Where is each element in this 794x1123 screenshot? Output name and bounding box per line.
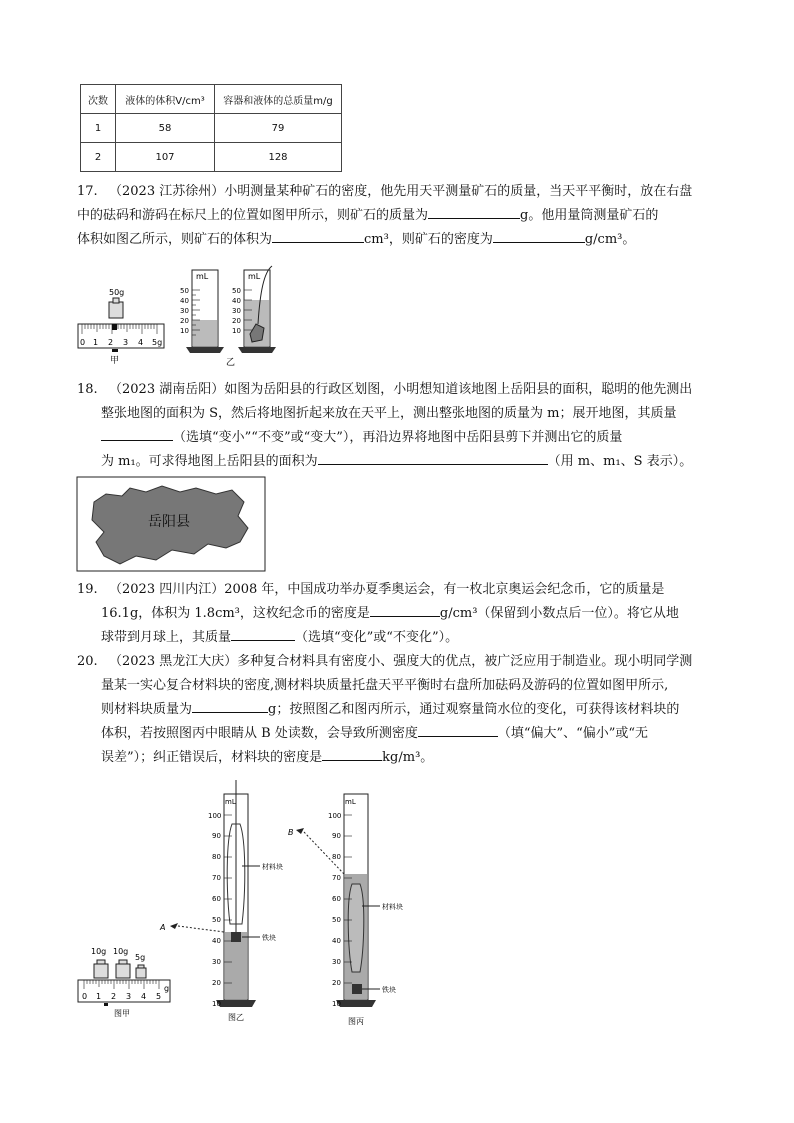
cylinder-bing-ticks <box>328 812 341 1008</box>
cylinder-tick: 50 <box>180 287 189 295</box>
cylinder-tick: 40 <box>232 297 241 305</box>
cylinder-tick: 50 <box>332 916 341 924</box>
ruler-tick: 1 <box>96 992 102 1001</box>
cylinder-tick: 10 <box>180 327 189 335</box>
ruler-tick: g <box>164 984 170 993</box>
question-text: （2023 四川内江）2008 年，中国成功举办夏季奥运会，有一枚北京奥运会纪念币，它的质量是 <box>109 582 665 597</box>
ruler-tick: 1 <box>93 338 99 347</box>
cylinder-tick: 20 <box>180 317 189 325</box>
iron-label: 铁块 <box>382 986 396 994</box>
question-text: g；按照图乙和图丙所示，通过观察量筒水位的变化，可获得该材料块的 <box>268 702 680 717</box>
weight-label: 50g <box>109 288 125 297</box>
question-text: 中的砝码和游码在标尺上的位置如图甲所示，则矿石的质量为 <box>77 208 429 223</box>
table-cell: 1 <box>81 114 116 143</box>
table-cell: 128 <box>215 143 342 172</box>
ruler-tick: 5g <box>152 338 163 347</box>
question-text: （用 m、m₁、S 表示）。 <box>547 454 693 469</box>
answer-blank[interactable] <box>231 626 295 641</box>
question-text: 体积如图乙所示，则矿石的体积为 <box>77 232 273 247</box>
answer-blank[interactable] <box>272 228 364 243</box>
graduated-cylinder-yi <box>216 780 256 1007</box>
answer-blank[interactable] <box>192 698 268 713</box>
cylinder-tick: 30 <box>212 958 221 966</box>
answer-blank[interactable] <box>428 204 520 219</box>
cylinder-tick: 20 <box>332 979 341 987</box>
cylinder-tick: 10 <box>332 1000 341 1008</box>
cylinder-tick: 40 <box>332 937 341 945</box>
ruler-tick: 3 <box>123 338 129 347</box>
cylinder-tick: 50 <box>212 916 221 924</box>
eye-icon <box>296 828 304 834</box>
figure-label-bing: 图丙 <box>348 1017 364 1026</box>
cylinder-tick: 80 <box>332 853 341 861</box>
question-text: g/cm³（保留到小数点后一位）。将它从地 <box>439 606 679 621</box>
cylinder-tick: 30 <box>332 958 341 966</box>
cylinder-tick: 80 <box>212 853 221 861</box>
q17-figure <box>76 262 286 372</box>
question-text: g/cm³。 <box>584 232 636 247</box>
yueyang-map <box>76 476 266 572</box>
figure-label-jia: 甲 <box>110 356 120 366</box>
cylinder-unit: mL <box>248 272 261 281</box>
table-header-cell: 液体的体积V/cm³ <box>116 85 215 114</box>
weight-label: 10g <box>113 947 129 956</box>
answer-blank[interactable] <box>318 450 548 465</box>
question-text: 整张地图的面积为 S，然后将地图折起来放在天平上，测出整张地图的质量为 m；展开地图，其质量 <box>101 406 677 421</box>
question-text: （2023 江苏徐州）小明测量某种矿石的密度，他先用天平测量矿石的质量，当天平平衡时，放在右盘 <box>109 184 693 199</box>
data-table <box>80 84 342 172</box>
cylinder-tick: 60 <box>212 895 221 903</box>
question-text: 为 m₁。可求得地图上岳阳县的面积为 <box>101 454 318 469</box>
question-20 <box>77 650 723 770</box>
question-text: 则材料块质量为 <box>101 702 193 717</box>
answer-blank[interactable] <box>370 602 440 617</box>
cylinder-tick: 10 <box>232 327 241 335</box>
cylinder-tick: 50 <box>232 287 241 295</box>
cylinder-tick: 20 <box>232 317 241 325</box>
question-number: 19. <box>77 582 98 597</box>
question-text: 误差”）；纠正错误后，材料块的密度是 <box>101 750 323 765</box>
ruler-tick: 4 <box>141 992 147 1001</box>
rider-marker <box>104 1003 108 1006</box>
question-text: 体积，若按照图丙中眼睛从 B 处读数，会导致所测密度 <box>101 726 418 741</box>
ruler-tick: 5 <box>156 992 162 1001</box>
map-label: 岳阳县 <box>148 514 190 530</box>
material-label: 材料块 <box>262 863 283 871</box>
question-text: 球带到月球上，其质量 <box>101 630 232 645</box>
cylinder-tick: 40 <box>180 297 189 305</box>
graduated-cylinder <box>180 270 224 353</box>
ruler-tick: 2 <box>111 992 117 1001</box>
answer-blank[interactable] <box>101 426 173 441</box>
table-row <box>81 114 342 143</box>
cylinder-tick: 20 <box>212 979 221 987</box>
question-18 <box>77 378 723 474</box>
question-number: 20. <box>77 654 98 669</box>
cylinder-tick: 90 <box>212 832 221 840</box>
ruler-tick: 4 <box>138 338 144 347</box>
cylinder-unit: mL <box>225 798 236 806</box>
figure-label-yi: 图乙 <box>228 1013 244 1022</box>
question-text: （2023 湖南岳阳）如图为岳阳县的行政区划图，小明想知道该地图上岳阳县的面积，聪明的他先测出 <box>109 382 693 397</box>
weight-icon <box>109 302 123 318</box>
cylinder-unit: mL <box>345 798 356 806</box>
question-17 <box>77 180 723 252</box>
question-text: （填“偏大”、“偏小”或“无 <box>497 726 649 741</box>
question-text: g。他用量筒测量矿石的 <box>520 208 659 223</box>
balance-weights <box>91 947 146 978</box>
weight-icon <box>94 964 108 978</box>
answer-blank[interactable] <box>493 228 585 243</box>
question-text: （2023 黑龙江大庆）多种复合材料具有密度小、强度大的优点，被广泛应用于制造业。现小明同学测 <box>109 654 693 669</box>
question-text: 量某一实心复合材料块的密度,测材料块质量托盘天平平衡时右盘所加砝码及游码的位置如图甲所示, <box>101 678 669 693</box>
cylinder-tick: 70 <box>212 874 221 882</box>
question-number: 17. <box>77 184 98 199</box>
question-text: cm³，则矿石的密度为 <box>364 232 493 247</box>
ruler-tick: 0 <box>80 338 86 347</box>
iron-label: 铁块 <box>262 934 276 942</box>
table-cell: 107 <box>116 143 215 172</box>
question-text: 16.1g，体积为 1.8cm³，这枚纪念币的密度是 <box>101 606 370 621</box>
material-label: 材料块 <box>382 903 403 911</box>
rider-marker <box>112 324 117 330</box>
question-text: kg/m³。 <box>382 750 434 765</box>
cylinder-unit: mL <box>196 272 209 281</box>
question-text: （选填“变小”“不变”或“变大”），再沿边界将地图中岳阳县剪下并测出它的质量 <box>173 430 623 445</box>
weight-label: 10g <box>91 947 107 956</box>
cylinder-tick: 90 <box>332 832 341 840</box>
table-cell: 58 <box>116 114 215 143</box>
ruler-tick: 0 <box>82 992 88 1001</box>
question-number: 18. <box>77 382 98 397</box>
cylinder-tick: 40 <box>212 937 221 945</box>
table-header-cell: 容器和液体的总质量m/g <box>215 85 342 114</box>
cylinder-tick: 30 <box>232 307 241 315</box>
graduated-cylinder-bing <box>336 794 376 1007</box>
table-header-row <box>81 85 342 114</box>
q20-figure <box>76 780 456 1032</box>
table-header-cell: 次数 <box>81 85 116 114</box>
question-19 <box>77 578 723 650</box>
cylinder-tick: 10 <box>212 1000 221 1008</box>
figure-label-yi: 乙 <box>226 358 236 368</box>
weight-icon <box>116 964 130 978</box>
graduated-cylinder-with-ore <box>232 266 276 353</box>
table-row <box>81 143 342 172</box>
cylinder-tick: 30 <box>180 307 189 315</box>
cylinder-tick: 100 <box>328 812 342 820</box>
question-text: （选填“变化”或“不变化”）。 <box>295 630 459 645</box>
weight-label: 5g <box>135 953 146 962</box>
cylinder-tick: 60 <box>332 895 341 903</box>
cylinder-yi-ticks <box>208 812 221 1008</box>
eye-b-label: B <box>288 828 294 837</box>
eye-a-label: A <box>160 923 166 932</box>
figure-label-jia: 图甲 <box>114 1009 130 1018</box>
table-cell: 2 <box>81 143 116 172</box>
weight-icon <box>136 968 146 978</box>
cylinder-tick: 70 <box>332 874 341 882</box>
answer-blank[interactable] <box>418 722 498 737</box>
eye-icon <box>170 923 178 929</box>
ruler-tick: 2 <box>108 338 114 347</box>
answer-blank[interactable] <box>322 746 382 761</box>
ruler-tick: 3 <box>126 992 132 1001</box>
cylinder-tick: 100 <box>208 812 222 820</box>
table-cell: 79 <box>215 114 342 143</box>
